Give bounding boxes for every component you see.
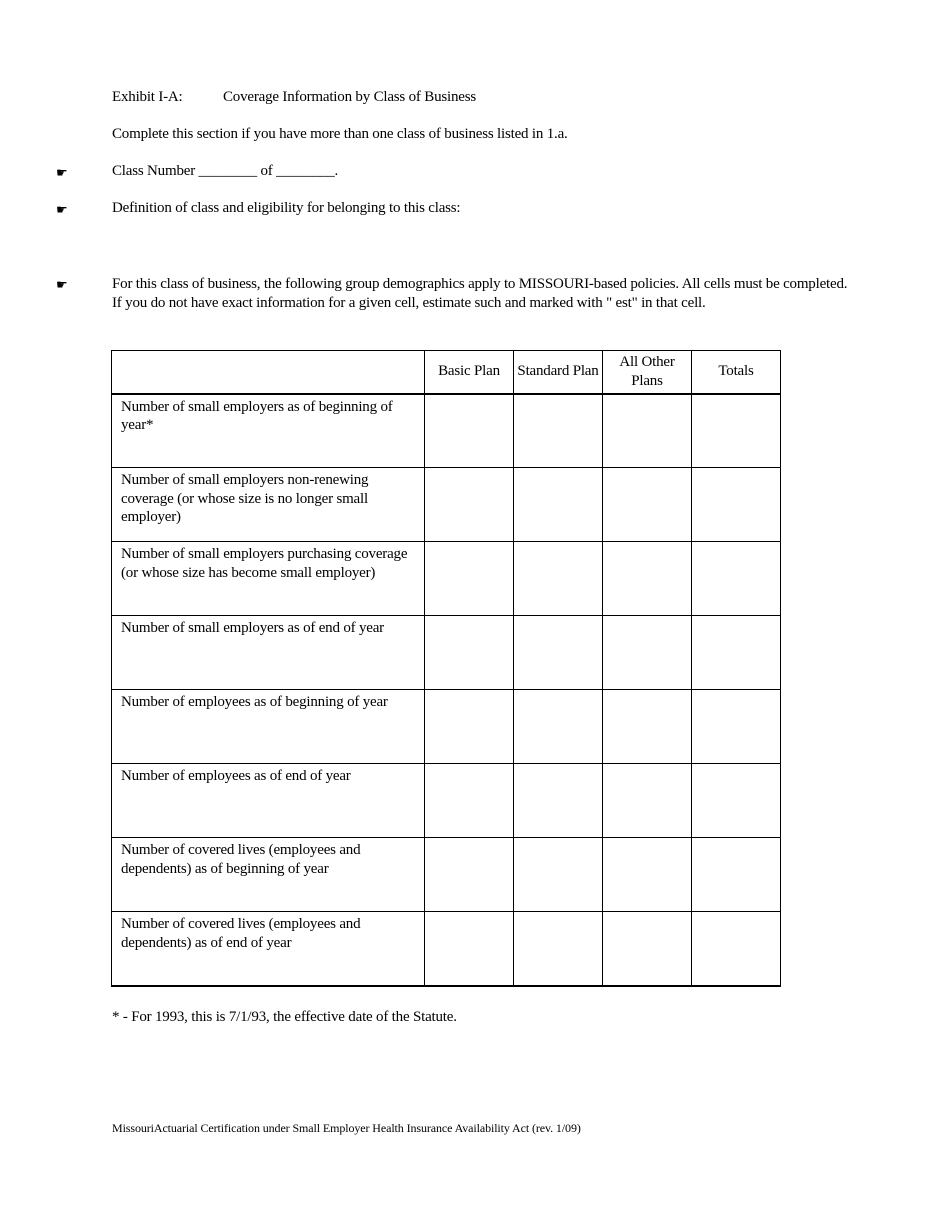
basic-plan-cell[interactable] [425,542,514,616]
row-label: Number of employees as of end of year [112,764,425,838]
standard-plan-cell[interactable] [514,616,603,690]
exhibit-title: Coverage Information by Class of Business [223,89,477,105]
basic-plan-cell[interactable] [425,690,514,764]
row-label: Number of small employers purchasing coverage (or whose size has become small employer) [112,542,425,616]
header-standard-plan: Standard Plan [514,351,603,394]
pointing-hand-icon: ☛ [56,165,68,180]
all-other-plans-cell[interactable] [603,690,692,764]
all-other-plans-cell[interactable] [603,838,692,912]
basic-plan-cell[interactable] [425,912,514,986]
pointing-hand-icon: ☛ [56,202,68,217]
all-other-plans-cell[interactable] [603,394,692,468]
totals-cell[interactable] [692,838,781,912]
all-other-plans-cell[interactable] [603,764,692,838]
basic-plan-cell[interactable] [425,838,514,912]
exhibit-label: Exhibit I-A: [112,89,183,105]
table-row [112,912,781,986]
row-label: Number of covered lives (employees and dependents) as of beginning of year [112,838,425,912]
basic-plan-cell[interactable] [425,764,514,838]
totals-cell[interactable] [692,394,781,468]
row-label: Number of employees as of beginning of year [112,690,425,764]
basic-plan-cell[interactable] [425,616,514,690]
table-row [112,764,781,838]
totals-cell[interactable] [692,912,781,986]
row-label: Number of small employers as of end of year [112,616,425,690]
header-basic-plan: Basic Plan [425,351,514,394]
standard-plan-cell[interactable] [514,912,603,986]
all-other-plans-cell[interactable] [603,912,692,986]
standard-plan-cell[interactable] [514,764,603,838]
totals-cell[interactable] [692,690,781,764]
table-row [112,690,781,764]
table-row [112,468,781,542]
header-totals: Totals [692,351,781,394]
intro-text: Complete this section if you have more than one class of business listed in 1.a. [112,126,568,142]
table-header-row [112,351,781,394]
demographics-instructions: For this class of business, the following group demographics apply to MISSOURI-based policies. All cells must be completed. If you do not have exact information for a given cell, estimate such and marked with " est" in that cell. [112,276,848,311]
demographics-table [111,350,781,987]
totals-cell[interactable] [692,542,781,616]
basic-plan-cell[interactable] [425,394,514,468]
totals-cell[interactable] [692,468,781,542]
table-row [112,838,781,912]
totals-cell[interactable] [692,764,781,838]
table-row [112,616,781,690]
pointing-hand-icon: ☛ [56,277,68,292]
row-label: Number of small employers as of beginning of year* [112,394,425,468]
all-other-plans-cell[interactable] [603,468,692,542]
page-footer: MissouriActuarial Certification under Small Employer Health Insurance Availability Act (rev. 1/09) [112,1121,581,1135]
standard-plan-cell[interactable] [514,542,603,616]
table-row [112,394,781,468]
class-number-line: Class Number ________ of ________. [112,163,339,179]
table-row [112,542,781,616]
class-definition-prompt: Definition of class and eligibility for belonging to this class: [112,200,461,216]
basic-plan-cell[interactable] [425,468,514,542]
row-label: Number of covered lives (employees and dependents) as of end of year [112,912,425,986]
header-blank-cell [112,351,425,394]
standard-plan-cell[interactable] [514,690,603,764]
footnote: * - For 1993, this is 7/1/93, the effective date of the Statute. [112,1009,457,1025]
standard-plan-cell[interactable] [514,394,603,468]
totals-cell[interactable] [692,616,781,690]
all-other-plans-cell[interactable] [603,616,692,690]
standard-plan-cell[interactable] [514,468,603,542]
all-other-plans-cell[interactable] [603,542,692,616]
row-label: Number of small employers non-renewing coverage (or whose size is no longer small employer) [112,468,425,542]
header-all-other-plans: All Other Plans [603,351,692,394]
standard-plan-cell[interactable] [514,838,603,912]
